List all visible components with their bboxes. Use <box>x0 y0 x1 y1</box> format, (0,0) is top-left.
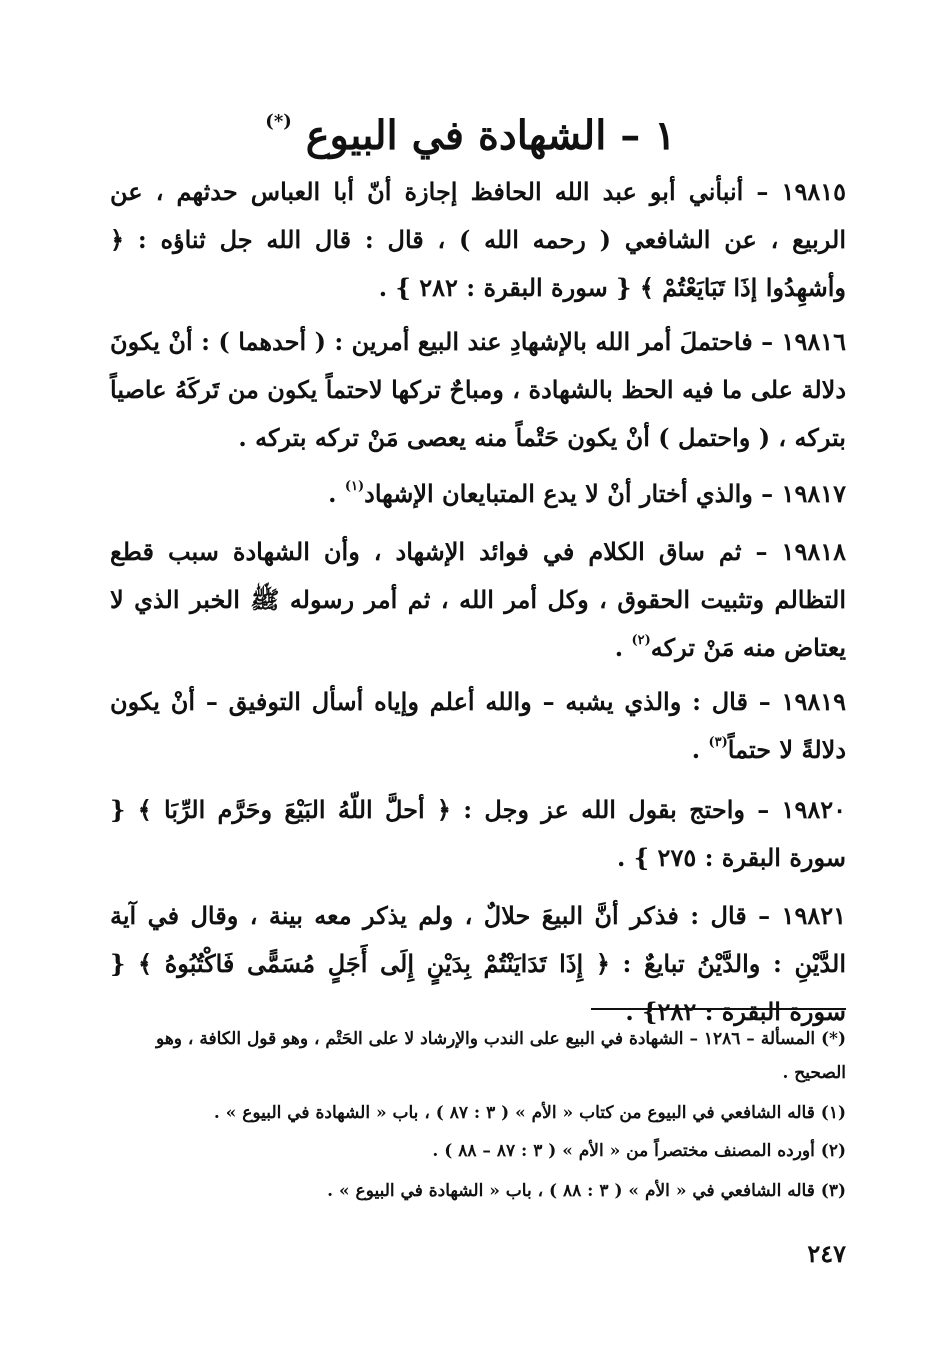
paragraph-19821 <box>110 892 846 1036</box>
paragraph-text: ١٩٨١٥ – أنبأني أبو عبد الله الحافظ إجازة أنّ أبا العباس حدثهم ، عن الربيع ، عن الشافعي ( رحمه الله ) ، قال : قال الله جل ثناؤه : ﴿ وأشهِدُوا إذَا تَبَايَعْتُمْ ﴾ { سورة البقرة : ٢٨٢ } . <box>110 177 846 302</box>
footnote-ref: (١) <box>344 479 365 494</box>
footnote-star: (*) المسألة – ١٢٨٦ – الشهادة في البيع على الندب والإرشاد لا على الحَتْم ، وهو قول الكافة ، وهو الصحيح . <box>156 1029 846 1083</box>
page-number: ٢٤٧ <box>807 1239 846 1268</box>
footnote-separator <box>591 1008 846 1010</box>
paragraph-text: ١٩٨١٨ – ثم ساق الكلام في فوائد الإشهاد ، وأن الشهادة سبب قطع التظالم وتثبيت الحقوق ، وكل أمر الله ، ثم أمر رسوله ﷺ الخبر الذي لا يعتاض منه مَنْ تركه <box>110 537 846 662</box>
paragraph-text: ١٩٨١٩ – قال : والذي يشبه – والله أعلم وإياه أسأل التوفيق – أنْ يكون دلالةً لا حتماً <box>110 687 846 764</box>
chapter-title <box>0 92 941 166</box>
footnote-1: (١) قاله الشافعي في البيوع من كتاب « الأم » ( ٣ : ٨٧ ) ، باب « الشهادة في البيوع » . <box>213 1103 846 1123</box>
footnote-ref: (٢) <box>631 633 651 648</box>
paragraph-19818 <box>110 528 846 672</box>
chapter-title-marker: (*) <box>265 111 292 132</box>
paragraph-text: ١٩٨٢١ – قال : فذكر أنَّ البيعَ حلالٌ ، ولم يذكر معه بينة ، وقال في آية الدَّيْنِ : والدَّيْنُ تبايعٌ : ﴿ إِذَا تَدَايَنْتُمْ بِدَيْنٍ إِلَى أَجَلٍ مُسَمًّى فَاكْتُبُوهُ ﴾ { سورة البقرة : ٢٨٢} . <box>110 901 846 1026</box>
paragraph-tail: . <box>691 735 709 764</box>
paragraph-tail: . <box>328 479 345 508</box>
chapter-title-text: ١ – الشهادة في البيوع <box>305 112 676 159</box>
footnote-ref: (٣) <box>708 735 728 750</box>
paragraph-text: ١٩٨١٦ – فاحتملَ أمر الله بالإشهادِ عند البيع أمرين : ( أحدهما ) : أنْ يكونَ دلالة على ما فيه الحظ بالشهادة ، ومباحٌ تركها لاحتماً يكون من تَركَهُ عاصياً بتركه ، ( واحتمل ) أنْ يكون حَتْماً منه يعصى مَنْ تركه بتركه . <box>110 327 846 452</box>
paragraph-text: ١٩٨٢٠ – واحتج بقول الله عز وجل : ﴿ أحلَّ اللّهُ البَيْعَ وحَرَّم الرِّبَا ﴾ { سورة البقرة : ٢٧٥ } . <box>110 795 846 872</box>
footnote-2: (٢) أورده المصنف مختصراً من « الأم » ( ٣ : ٨٧ – ٨٨ ) . <box>432 1141 846 1161</box>
paragraph-19819 <box>110 678 846 774</box>
paragraph-tail: . <box>614 633 632 662</box>
paragraph-19816 <box>110 318 846 462</box>
paragraph-19815 <box>110 168 846 312</box>
paragraph-19817 <box>110 470 846 518</box>
footnote-3: (٣) قاله الشافعي في « الأم » ( ٣ : ٨٨ ) ، باب « الشهادة في البيوع » . <box>327 1181 846 1201</box>
paragraph-text: ١٩٨١٧ – والذي أختار أنْ لا يدع المتبايعان الإشهاد <box>364 479 846 508</box>
paragraph-19820 <box>110 786 846 882</box>
